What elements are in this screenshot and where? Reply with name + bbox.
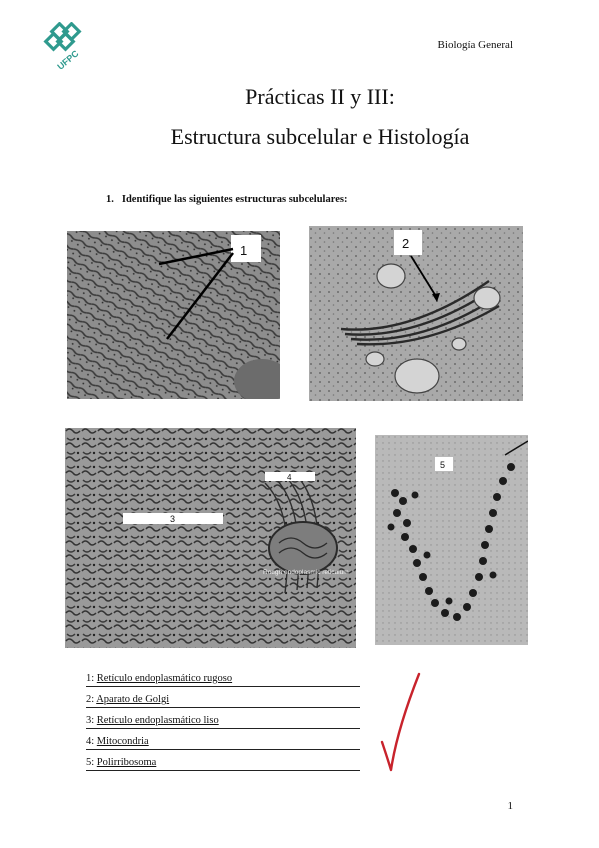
micrograph-2 (309, 226, 523, 401)
micrograph-3-label: 3 (170, 514, 176, 524)
answer-2-prefix: 2: (86, 694, 97, 705)
micrograph-2-label: 2 (402, 236, 410, 251)
answer-1-text: Retículo endoplasmático rugoso (96, 673, 233, 684)
answer-4 (86, 735, 366, 756)
answer-list (86, 672, 366, 777)
micrograph-5-label: 5 (440, 460, 446, 470)
answer-3-text: Retículo endoplasmático liso (96, 715, 219, 726)
question-number: 1. (106, 194, 114, 205)
micrograph-1 (67, 231, 280, 399)
micrograph-3 (65, 428, 356, 648)
answer-5-text: Polirribosoma (96, 757, 157, 768)
page-number: 1 (507, 800, 513, 812)
micrograph-1-label: 1 (240, 243, 248, 258)
answer-2 (86, 693, 366, 714)
checkmark-icon (376, 668, 424, 776)
answer-5-prefix: 5: (86, 757, 97, 768)
answer-4-prefix: 4: (86, 736, 97, 747)
answer-3 (86, 714, 366, 735)
micrograph-3-annotation: Rough endoplasmic reticulum (263, 569, 349, 576)
answer-1-prefix: 1: (86, 673, 97, 684)
page-title-line1: Prácticas II y III: (245, 84, 395, 109)
answer-1 (86, 672, 366, 693)
answer-2-text: Aparato de Golgi (96, 694, 170, 705)
course-name: Biología General (437, 39, 513, 51)
micrograph-4-label: 4 (287, 473, 292, 482)
page-title-line2: Estructura subcelular e Histología (170, 124, 470, 149)
question-heading (106, 194, 347, 205)
question-text: Identifique las siguientes estructuras subcelulares: (121, 194, 348, 205)
answer-3-prefix: 3: (86, 715, 97, 726)
logo-text: UFPC (55, 48, 81, 72)
answer-5 (86, 756, 366, 777)
micrograph-5 (375, 435, 528, 645)
answer-4-text: Mitocondria (96, 736, 149, 747)
ufpc-logo (40, 22, 96, 72)
